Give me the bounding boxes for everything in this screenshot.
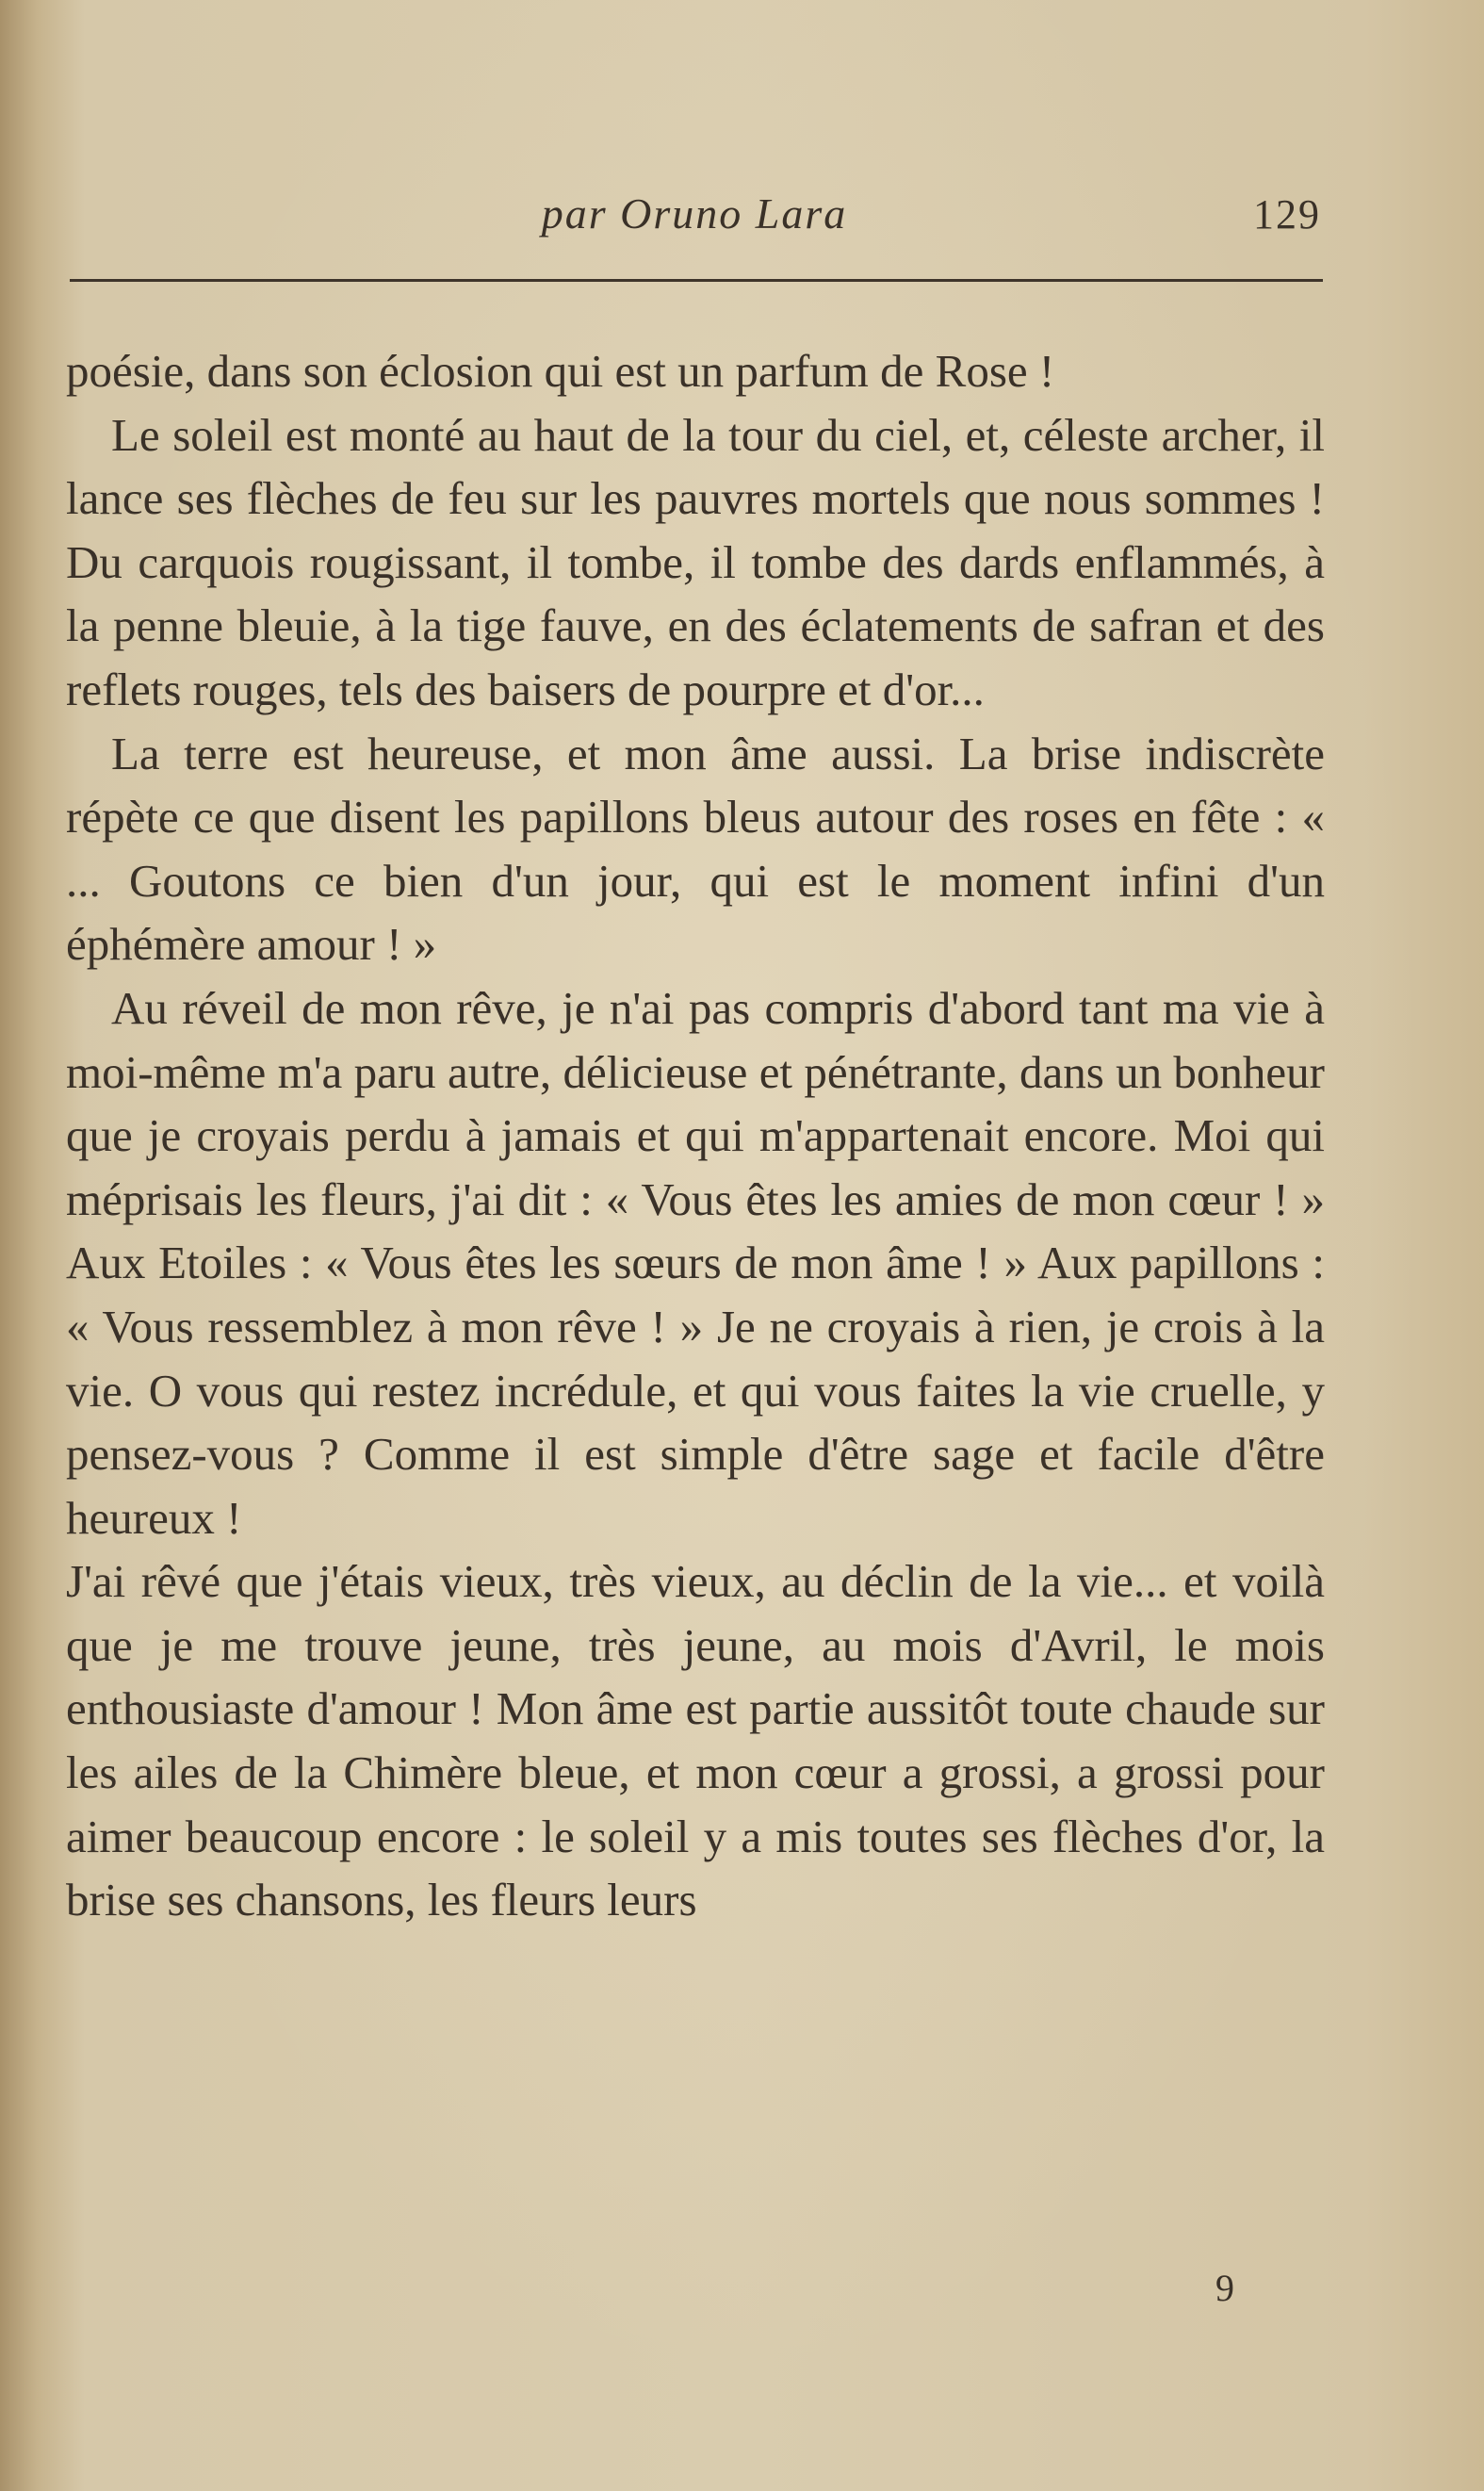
paragraph: La terre est heureuse, et mon âme aussi. La brise indiscrète répète ce que disent les papillons bleus autour des roses en fête : « ... Goutons ce bien d'un jour, qui est le moment infini d'un éphémère amour ! » — [66, 727, 1325, 971]
header-rule — [70, 279, 1323, 282]
page-number: 129 — [1253, 191, 1321, 238]
page-header — [68, 188, 1321, 245]
paragraph: Au réveil de mon rêve, je n'ai pas compris d'abord tant ma vie à moi-même m'a paru autre, délicieuse et pénétrante, dans un bonheur que je croyais perdu à jamais et qui m'appartenait encore. Moi qui méprisais les fleurs, j'ai dit : « Vous êtes les amies de mon cœur ! » Aux Etoiles : « Vous êtes les sœurs de mon âme ! » Aux papillons : « Vous ressemblez à mon rêve ! » Je ne croyais à rien, je crois à la vie. O vous qui restez incrédule, et qui vous faites la vie cruelle, y pensez-vous ? Comme il est simple d'être sage et facile d'être heureux ! — [66, 981, 1325, 1544]
paragraph: Le soleil est monté au haut de la tour du ciel, et, céleste archer, il lance ses flèches de feu sur les pauvres mortels que nous sommes ! Du carquois rougissant, il tombe, il tombe des dards enflammés, à la penne bleuie, à la tige fauve, en des éclatements de safran et des reflets rouges, tels des baisers de pourpre et d'or... — [66, 408, 1325, 715]
signature-mark: 9 — [1215, 2267, 1234, 2309]
paragraph: J'ai rêvé que j'étais vieux, très vieux, au déclin de la vie... et voilà que je me trouve jeune, très jeune, au mois d'Avril, le mois enthousiaste d'amour ! Mon âme est partie aussitôt toute chaude sur les ailes de la Chimère bleue, et mon cœur a grossi, a grossi pour aimer beaucoup encore : le soleil y a mis toutes ses flèches d'or, la brise ses chansons, les fleurs leurs — [66, 1555, 1325, 1926]
paragraph: poésie, dans son éclosion qui est un parfum de Rose ! — [66, 345, 1055, 397]
body-text — [66, 339, 1325, 1932]
running-head: par Oruno Lara — [541, 189, 848, 238]
